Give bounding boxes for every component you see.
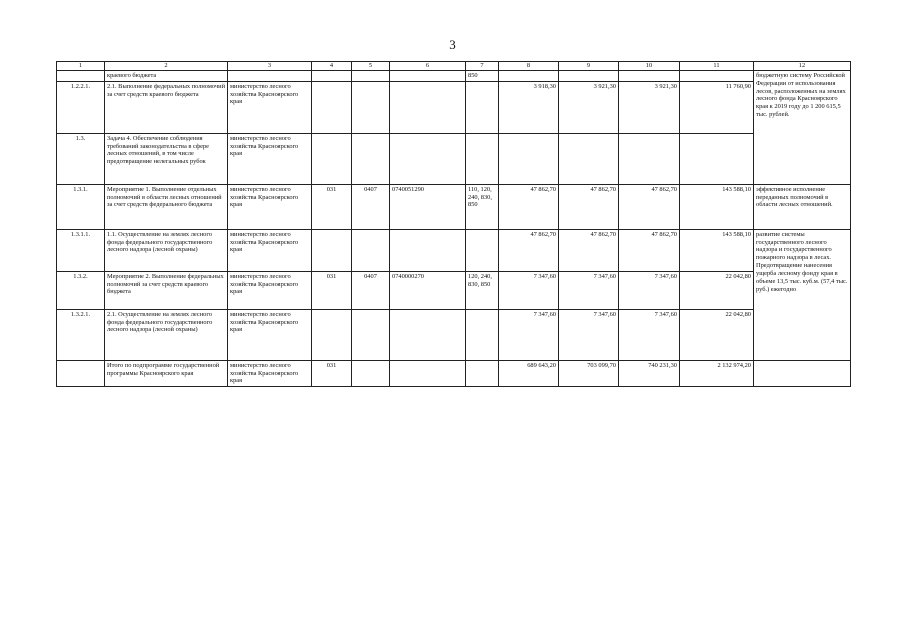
row-name: Мероприятие 1. Выполнение отдельных полномочий в области лесных отношений за счет средств федерального бюджета [105, 184, 228, 229]
row-grbs [312, 229, 352, 271]
row-name: Мероприятие 2. Выполнение федеральных полномочий за счет средств краевого бюджета [105, 271, 228, 309]
col-header: 3 [228, 62, 312, 71]
row-rzpr [352, 360, 390, 386]
row-executor: министерство лесного хозяйства Красноярского края [228, 309, 312, 360]
row-executor: министерство лесного хозяйства Красноярского края [228, 133, 312, 184]
row-grbs [312, 133, 352, 184]
row-year1: 689 643,20 [499, 360, 559, 386]
row-name: 2.1. Осуществление на землях лесного фонда федерального государственного лесного надзора (лесной охраны) [105, 309, 228, 360]
row-year2: 3 921,30 [559, 81, 619, 133]
table-row [57, 309, 851, 360]
row-year1: 47 862,70 [499, 184, 559, 229]
row-name: 2.1. Выполнение федеральных полномочий за счет средств краевого бюджета [105, 81, 228, 133]
row-vr [466, 81, 499, 133]
row-code [57, 71, 105, 82]
row-executor: министерство лесного хозяйства Красноярского края [228, 184, 312, 229]
row-year2: 47 862,70 [559, 229, 619, 271]
row-year1: 47 862,70 [499, 229, 559, 271]
col-header: 12 [754, 62, 851, 71]
row-grbs: 031 [312, 360, 352, 386]
row-rzpr [352, 71, 390, 82]
table-row [57, 271, 851, 309]
row-year3 [619, 133, 680, 184]
row-total: 143 588,10 [680, 184, 754, 229]
row-year2 [559, 71, 619, 82]
row-total: 2 132 974,20 [680, 360, 754, 386]
row-csr [390, 229, 466, 271]
table-row [57, 184, 851, 229]
row-grbs: 031 [312, 271, 352, 309]
row-year3: 7 347,60 [619, 309, 680, 360]
row-code: 1.3.2. [57, 271, 105, 309]
row-total: 22 042,80 [680, 271, 754, 309]
row-executor: министерство лесного хозяйства Красноярского края [228, 360, 312, 386]
empty-cell [754, 360, 851, 386]
row-year2: 47 862,70 [559, 184, 619, 229]
col-header: 9 [559, 62, 619, 71]
row-total [680, 71, 754, 82]
row-rzpr [352, 229, 390, 271]
col-header: 7 [466, 62, 499, 71]
col-header: 1 [57, 62, 105, 71]
row-grbs [312, 309, 352, 360]
row-total: 22 042,80 [680, 309, 754, 360]
row-csr: 0740051290 [390, 184, 466, 229]
row-year3: 47 862,70 [619, 184, 680, 229]
result-note: бюджетную систему Российской Федерации от использования лесов, расположенных на землях лесного фонда Красноярского края к 2019 году до 1 200 615,5 тыс. рублей. [754, 71, 851, 185]
row-grbs [312, 71, 352, 82]
row-year3: 740 231,30 [619, 360, 680, 386]
col-header: 8 [499, 62, 559, 71]
col-header: 6 [390, 62, 466, 71]
row-vr: 110, 120, 240, 830, 850 [466, 184, 499, 229]
table-row [57, 133, 851, 184]
row-year1: 3 918,30 [499, 81, 559, 133]
col-header: 2 [105, 62, 228, 71]
row-csr: 0740000270 [390, 271, 466, 309]
row-year3 [619, 71, 680, 82]
row-vr: 850 [466, 71, 499, 82]
row-vr [466, 133, 499, 184]
row-rzpr: 0407 [352, 271, 390, 309]
row-name: краевого бюджета [105, 71, 228, 82]
row-code: 1.3.1.1. [57, 229, 105, 271]
row-year1 [499, 71, 559, 82]
row-executor: министерство лесного хозяйства Красноярского края [228, 81, 312, 133]
table-row [57, 229, 851, 271]
row-year3: 7 347,60 [619, 271, 680, 309]
row-year1: 7 347,60 [499, 271, 559, 309]
col-header: 5 [352, 62, 390, 71]
row-code: 1.3.1. [57, 184, 105, 229]
table-row [57, 81, 851, 133]
row-vr: 120, 240, 830, 850 [466, 271, 499, 309]
row-year1 [499, 133, 559, 184]
row-csr [390, 81, 466, 133]
row-year3: 47 862,70 [619, 229, 680, 271]
row-name: Итого по подпрограмме государственной программы Красноярского края [105, 360, 228, 386]
budget-table [56, 61, 851, 387]
row-rzpr [352, 133, 390, 184]
col-header: 4 [312, 62, 352, 71]
row-grbs [312, 81, 352, 133]
row-grbs: 031 [312, 184, 352, 229]
row-executor [228, 71, 312, 82]
row-code: 1.2.2.1. [57, 81, 105, 133]
row-rzpr: 0407 [352, 184, 390, 229]
row-csr [390, 309, 466, 360]
col-header: 11 [680, 62, 754, 71]
row-rzpr [352, 81, 390, 133]
row-code: 1.3.2.1. [57, 309, 105, 360]
page-number: 3 [449, 37, 456, 52]
row-csr [390, 71, 466, 82]
row-total: 143 588,10 [680, 229, 754, 271]
row-year2 [559, 133, 619, 184]
row-executor: министерство лесного хозяйства Красноярского края [228, 229, 312, 271]
row-code [57, 360, 105, 386]
row-vr [466, 360, 499, 386]
row-rzpr [352, 309, 390, 360]
row-year2: 7 347,60 [559, 271, 619, 309]
table-row [57, 71, 851, 82]
result-note: развитие системы государственного лесного надзора и государственного пожарного надзора в лесах. Предотвращение нанесения ущерба лесному фонду края в объеме 13,5 тыс. куб.м. (57,4 тыс. руб.) ежегодно [754, 229, 851, 360]
row-executor: министерство лесного хозяйства Красноярского края [228, 271, 312, 309]
row-vr [466, 309, 499, 360]
row-total: 11 760,90 [680, 81, 754, 133]
row-year2: 7 347,60 [559, 309, 619, 360]
row-year3: 3 921,30 [619, 81, 680, 133]
row-csr [390, 360, 466, 386]
row-vr [466, 229, 499, 271]
row-name: Задача 4. Обеспечение соблюдения требований законодательства в сфере лесных отношений, в том числе предотвращение нелегальных рубок [105, 133, 228, 184]
row-year2: 703 099,70 [559, 360, 619, 386]
row-code: 1.3. [57, 133, 105, 184]
header-row [57, 62, 851, 71]
table-row [57, 360, 851, 386]
row-name: 1.1. Осуществление на землях лесного фонда федерального государственного лесного надзора (лесной охраны) [105, 229, 228, 271]
result-note: эффективное исполнение переданных полномочий в области лесных отношений. [754, 184, 851, 229]
row-year1: 7 347,60 [499, 309, 559, 360]
col-header: 10 [619, 62, 680, 71]
row-csr [390, 133, 466, 184]
row-total [680, 133, 754, 184]
